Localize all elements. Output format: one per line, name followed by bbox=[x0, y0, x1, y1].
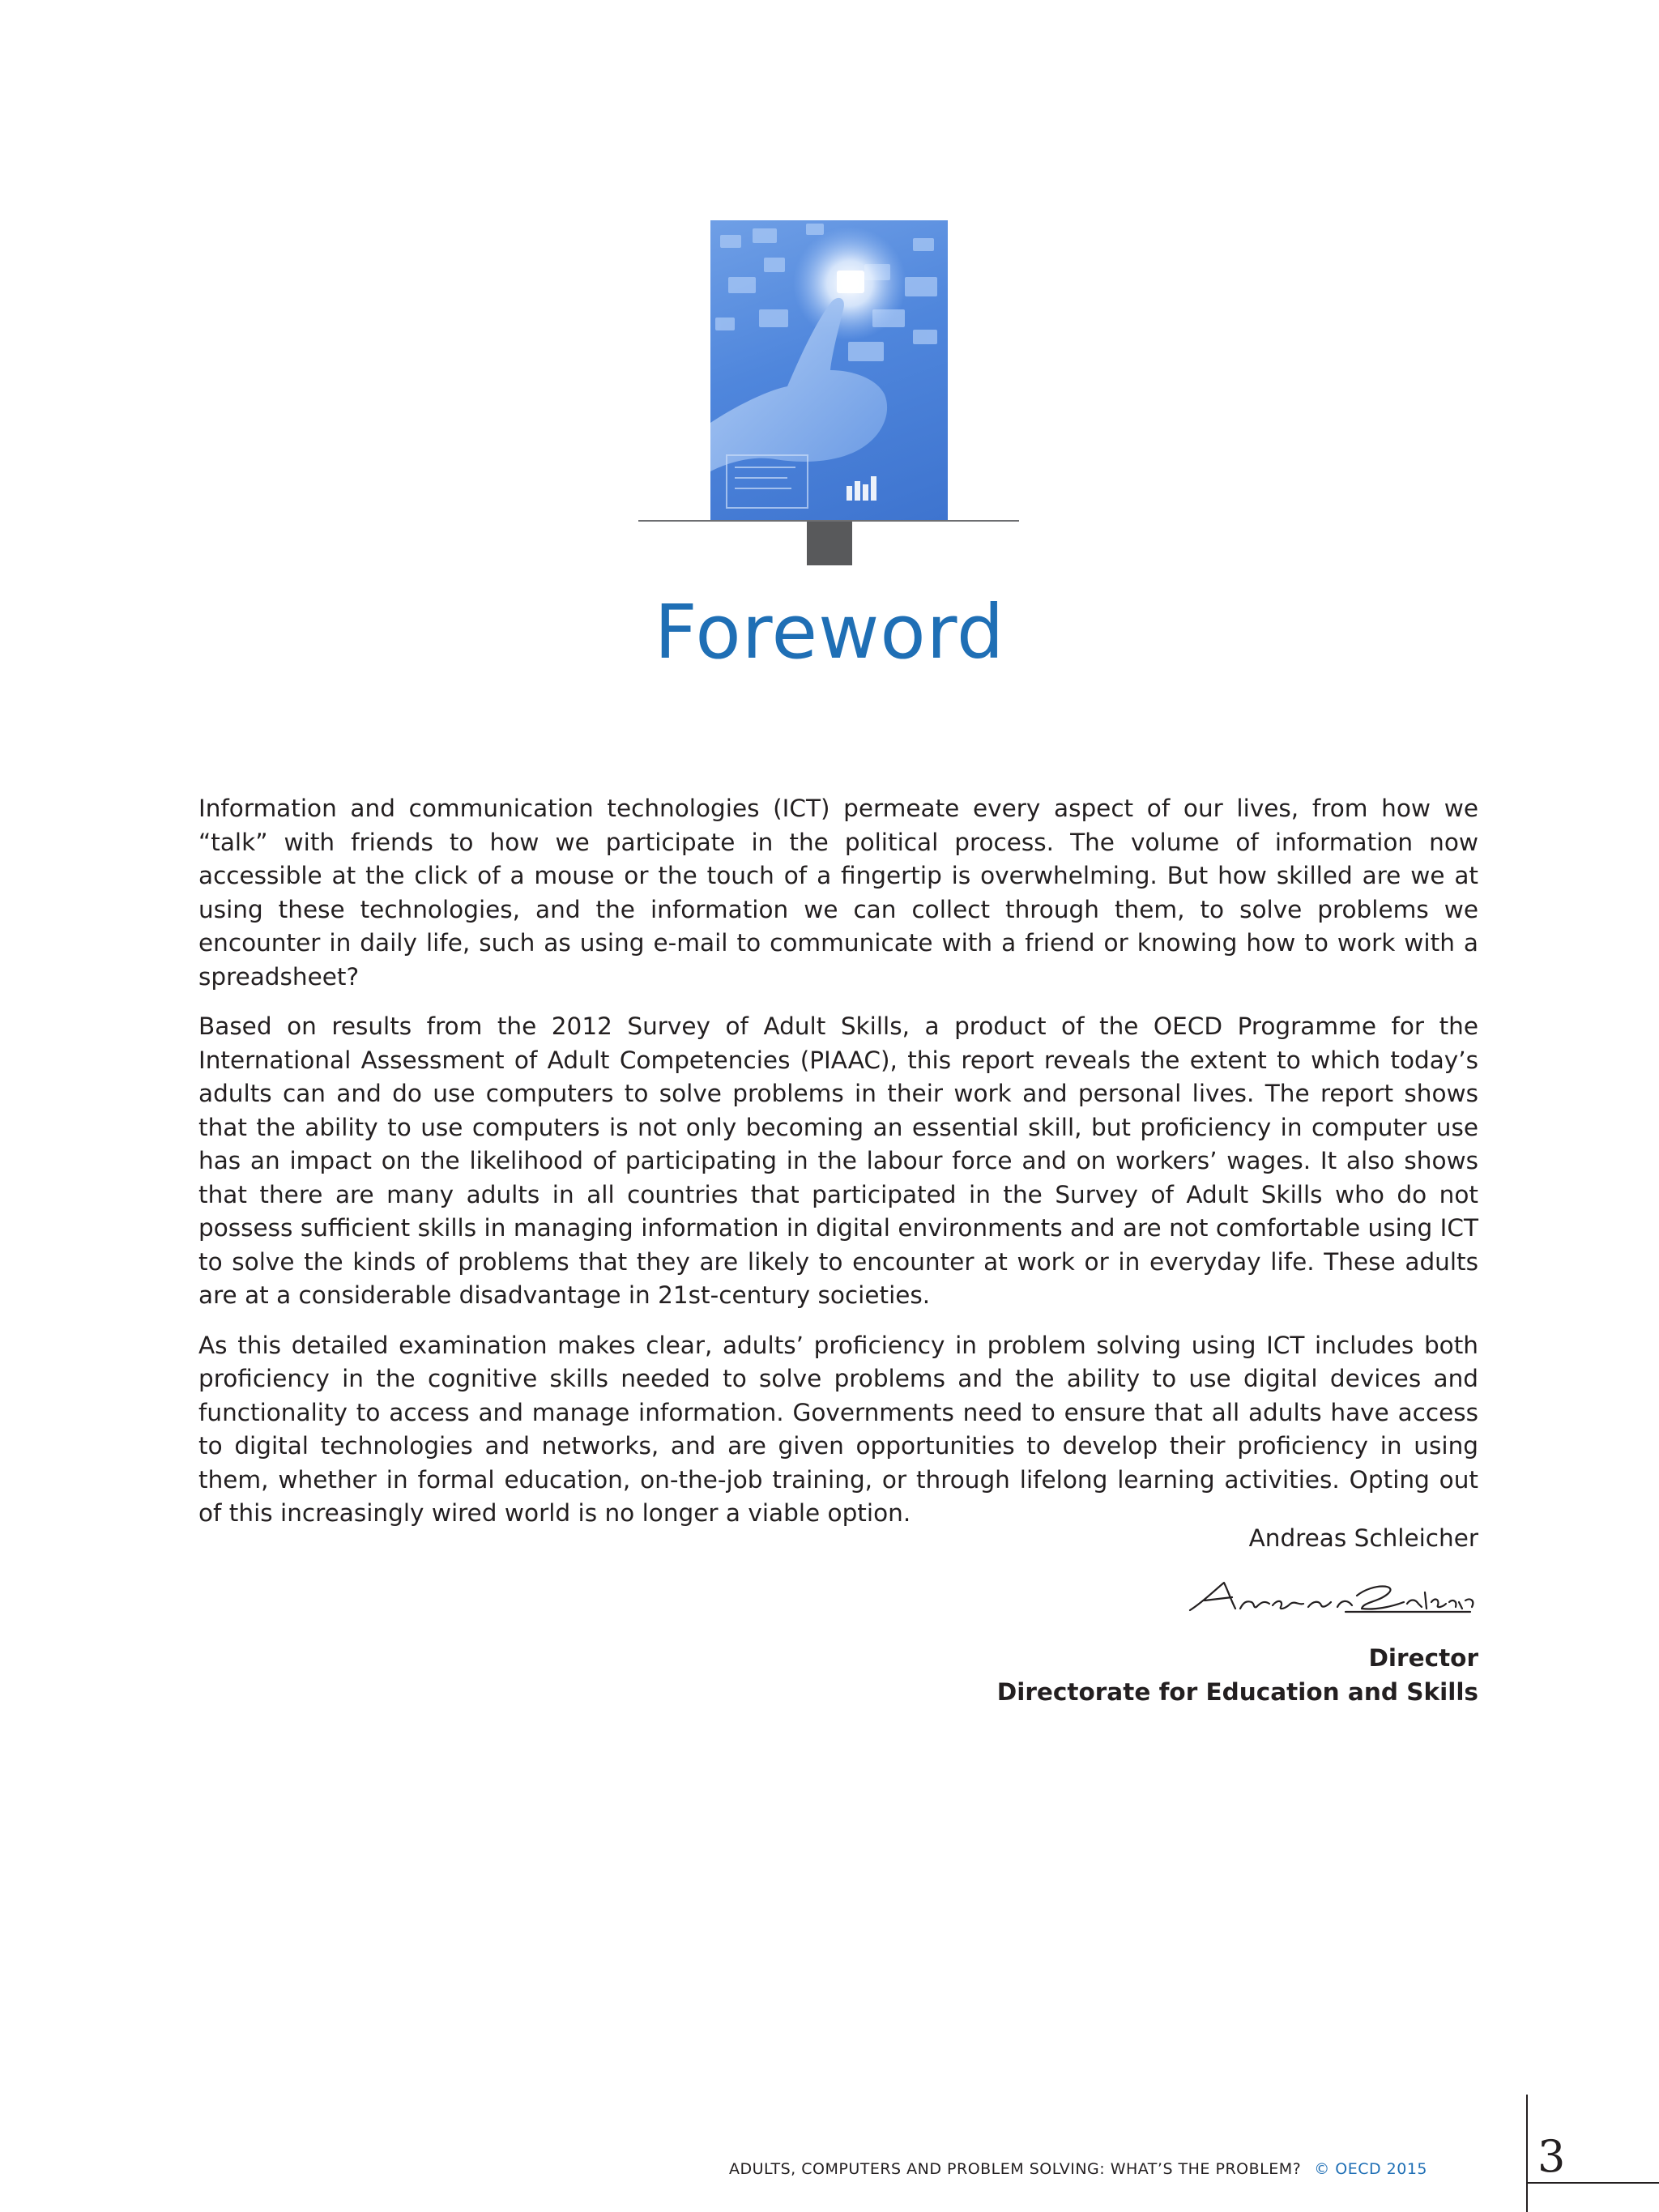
cover-illustration bbox=[710, 220, 948, 520]
footer-vertical-rule bbox=[1526, 2095, 1528, 2212]
paragraph-3: As this detailed examination makes clear, adults’ proficiency in problem solving using ICT includes both proficiency in the cognitive skills needed to solve problems and the ability to use digital devices and functionality to access and manage information. Governments need to ensure that all adults have access to digital technologies and networks, and are given opportunities to develop their proficiency in using them, whether in formal education, on-the-job training, or through lifelong learning activities. Opting out of this increasingly wired world is no longer a viable option. bbox=[198, 1331, 1478, 1527]
paragraph-2: Based on results from the 2012 Survey of Adult Skills, a product of the OECD Programme for the International Assessment of Adult Competencies (PIAAC), this report reveals the extent to which today’s adults can and do use computers to solve problems in their work and personal lives. The report shows that the ability to use computers is not only becoming an essential skill, but proficiency in computer use has an impact on the likelihood of participating in the labour force and on workers’ wages. It also shows that there are many adults in all countries that participated in the Survey of Adult Skills who do not possess sufficient skills in managing information in digital environments and are not comfortable using ICT to solve the kinds of problems that they are likely to encounter at work or in everyday life. These adults are at a considerable disadvantage in 21st-century societies. bbox=[198, 1012, 1478, 1309]
footer-horizontal-rule bbox=[1526, 2182, 1659, 2184]
cover-square-accent bbox=[807, 522, 852, 565]
copyright-notice: © OECD 2015 bbox=[1314, 2160, 1427, 2178]
foreword-body bbox=[198, 792, 1478, 1547]
touchscreen-hand-image bbox=[710, 220, 948, 520]
running-footer bbox=[729, 2160, 1427, 2178]
page-title: Foreword bbox=[654, 589, 1005, 676]
signatory-name: Andreas Schleicher bbox=[1248, 1524, 1478, 1552]
paragraph-1: Information and communication technologies (ICT) permeate every aspect of our lives, from how we “talk” with friends to how we participate in the political process. The volume of information now accessible at the click of a mouse or the touch of a fingertip is overwhelming. But how skilled are we at using these technologies, and the information we can collect through them, to solve problems we encounter in daily life, such as using e-mail to communicate with a friend or knowing how to work with a spreadsheet? bbox=[198, 795, 1478, 991]
handwritten-signature bbox=[1187, 1578, 1478, 1617]
signature-block bbox=[749, 1521, 1478, 1709]
page-number: 3 bbox=[1537, 2131, 1566, 2182]
signatory-title: Director bbox=[1368, 1644, 1478, 1672]
running-title: ADULTS, COMPUTERS AND PROBLEM SOLVING: WHAT’S THE PROBLEM? bbox=[729, 2160, 1302, 2178]
signatory-organization: Directorate for Education and Skills bbox=[996, 1678, 1478, 1706]
